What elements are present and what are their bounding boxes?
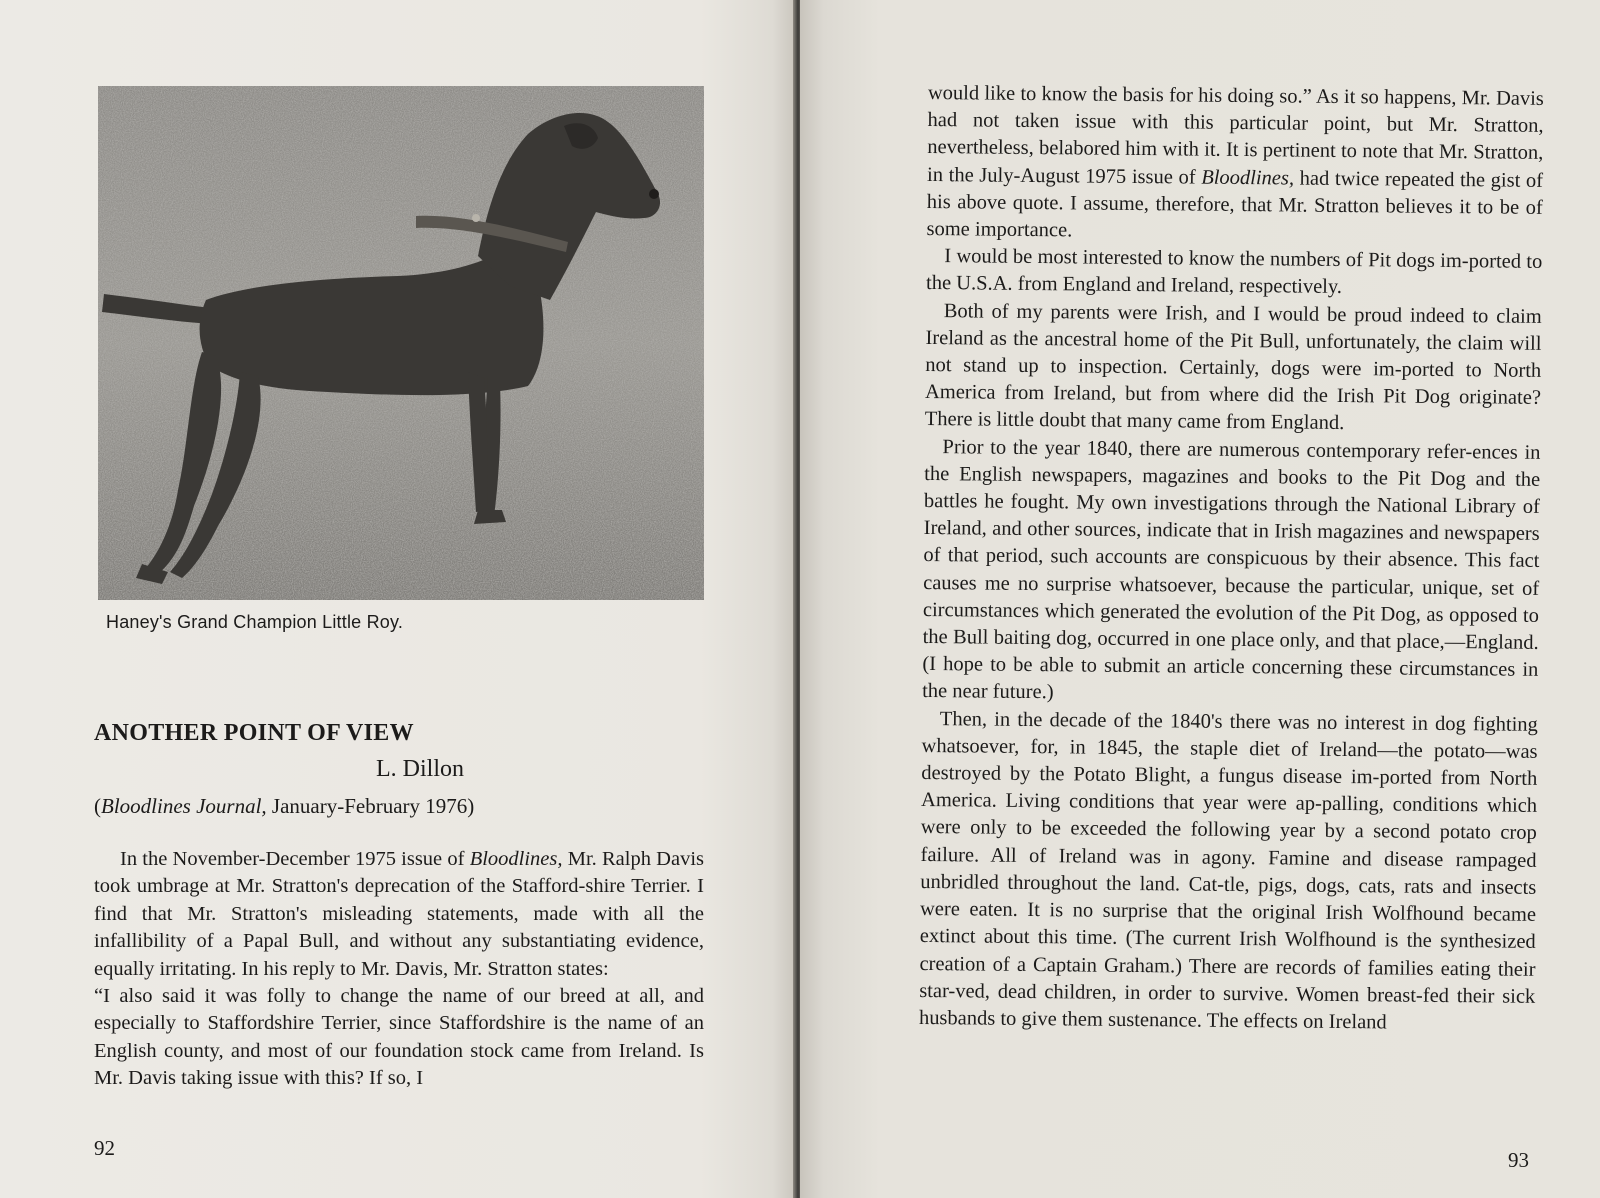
dog-photo (98, 86, 704, 600)
paragraph: I would be most interested to know the numbers of Pit dogs im-ported to the U.S.A. from England and Ireland, respectively. (925, 245, 1543, 299)
paragraph (926, 80, 1544, 249)
source-dates: January-February 1976) (266, 794, 475, 818)
article-source (94, 794, 474, 819)
paragraph (94, 846, 704, 983)
quote-paragraph: “I also said it was folly to change the name of our breed at all, and especially to Staffordshire Terrier, since Staffordshire is the name of an English county, and most of our foundation stock came from Ireland. Is Mr. Davis taking issue with this? If so, I (94, 985, 704, 1090)
left-page (0, 0, 796, 1198)
paragraph: Both of my parents were Irish, and I would be proud indeed to claim Ireland as the ancestral home of the Pit Bull, unfortunately, the claim will not stand up to inspection. Certainly, dogs were im-ported to North America from Ireland, but from where did the Irish Pit Dog originate? There is little doubt that many came from England. (924, 299, 1542, 435)
article-author: L. Dillon (376, 756, 464, 782)
page-number-left: 92 (94, 1136, 115, 1160)
paragraph-italic: Bloodlines, (469, 848, 563, 870)
paragraph-text: would like to know the basis for his doing so.” As it so happens, Mr. Davis had not taken issue with this particular point, but Mr. Stratton, nevertheless, belabored him with it. It is pertinent to note that Mr. Stratton, in the July-August 1975 issue of (926, 81, 1544, 189)
page-number-right: 93 (1508, 1148, 1529, 1172)
article-body-right (919, 80, 1544, 1038)
paragraph-text: In the November-December 1975 issue of (120, 848, 470, 870)
paragraph-text: Mr. Ralph Davis took umbrage at Mr. Stratton's deprecation of the Stafford-shire Terrier. I find that Mr. Stratton's misleading statements, made with all the infallibility of a Papal Bull, and without any substantiating evidence, equally irritating. In his reply to Mr. Davis, Mr. Stratton states: (94, 848, 704, 980)
paragraph: Prior to the year 1840, there are numerous contemporary refer-ences in the English newspapers, magazines and books to the Pit Dog and the battles he fought. My own investigations through the National Library of Ireland, and other sources, indicate that in Irish magazines and newspapers of that period, such accounts are conspicuous by their absence. This fact causes me no surprise whatsoever, because the particular, unique, set of circumstances which generated the evolution of the Pit Dog, as opposed to the Bull baiting dog, occurred in one place only, and that place,—England. (I hope to be able to submit an article concerning these circumstances in the near future.) (922, 435, 1541, 704)
paragraph-italic: Bloodlines, (1201, 166, 1295, 190)
article-body-left (94, 846, 704, 1093)
source-open: ( (94, 794, 101, 818)
photo-caption: Haney's Grand Champion Little Roy. (106, 612, 404, 632)
paragraph: Then, in the decade of the 1840's there was no interest in dog fighting whatsoever, for, in 1845, the staple diet of Ireland—the potato—was destroyed by the Potato Blight, a fungus disease im-ported from North America. Living conditions that year were ap-palling, conditions which were only to be exceeded the following year by a second potato crop failure. All of Ireland was in agony. Famine and disease rampaged unbridled throughout the land. Cat-tle, pigs, dogs, cats, rats and insects were eaten. It is no surprise that the original Irish Wolfhound became extinct about this time. (The current Irish Wolfhound is the synthesized creation of a Captain Graham.) There are records of families eating their star-ved, dead children, in order to survive. Women breast-fed their sick husbands to give them sustenance. The effects on Ireland (918, 707, 1538, 1034)
paragraph-text: had twice repeated the gist of his above quote. I assume, therefore, that Mr. Stratton believes it to be of some importance. (926, 167, 1544, 242)
article-title: ANOTHER POINT OF VIEW (94, 720, 414, 746)
source-journal: Bloodlines Journal, (101, 794, 267, 818)
